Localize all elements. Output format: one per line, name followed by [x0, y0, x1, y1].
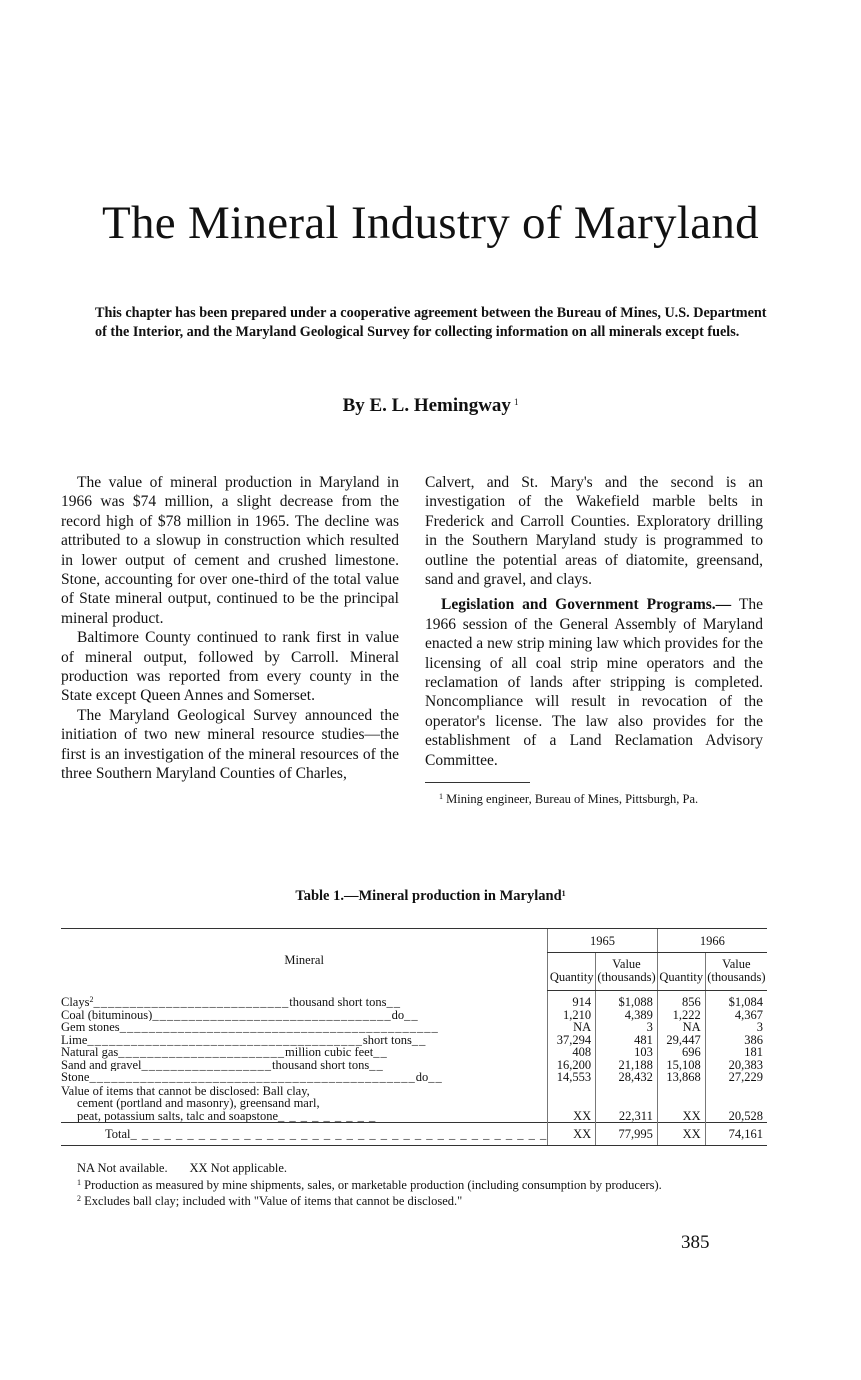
- table-footnotes: [61, 1162, 767, 1209]
- header-value-line1: Value: [612, 956, 641, 971]
- cell-v1965: $1,088: [596, 990, 658, 1009]
- table-title: [0, 888, 861, 905]
- table-title-text: Table 1.—Mineral production in Maryland: [295, 888, 562, 904]
- table-year-header-row: [61, 929, 767, 953]
- note-1-mark: 1: [77, 1177, 81, 1187]
- cell-v1966: 3: [705, 1021, 767, 1034]
- cell-q1966: 856: [657, 990, 705, 1009]
- cell-v1966: 181: [705, 1046, 767, 1059]
- page-number: 385: [681, 1232, 710, 1253]
- cell-v1966: 20,383: [705, 1059, 767, 1072]
- header-value-line1: Value: [722, 956, 751, 971]
- paragraph-survey-studies: The Maryland Geological Survey announced the initiation of two new mineral resource studies—the first is an investigation of the mineral resources of the three Southern Maryland Counties of Charles,: [61, 706, 399, 783]
- cell-q1965: 408: [548, 1046, 596, 1059]
- paragraph-legislation: [425, 595, 763, 770]
- text-column-left: [61, 473, 399, 784]
- mineral-unit: million cubic feet: [285, 1046, 374, 1059]
- cell-v1965: 28,432: [596, 1071, 658, 1084]
- cell-v1965: 481: [596, 1034, 658, 1047]
- cell-v1965: 21,188: [596, 1059, 658, 1072]
- note-na: NA Not available.: [77, 1161, 168, 1175]
- total-label: Total_ _ _ _ _ _ _ _ _ _ _ _ _ _ _ _ _ _ _ _ _ _ _ _ _ _ _ _ _ _ _ _ _ _ _ _ _: [61, 1123, 548, 1146]
- table-row: [61, 990, 767, 1009]
- cell-v1966: 27,229: [705, 1071, 767, 1084]
- mineral-footnote-ref: 2: [89, 995, 94, 1004]
- table-row: [61, 1034, 767, 1047]
- note-xx: XX Not applicable.: [189, 1161, 288, 1175]
- cell-v1965: 22,311: [596, 1084, 658, 1123]
- mineral-label: Coal (bituminous)_________________________________do__: [61, 1008, 419, 1021]
- table-note-1: [61, 1176, 767, 1193]
- chapter-title: The Mineral Industry of Maryland: [102, 197, 759, 249]
- cell-q1966: NA: [657, 1021, 705, 1034]
- header-quantity-1966: Quantity: [657, 952, 705, 990]
- mineral-name: Clays: [61, 995, 90, 1009]
- mineral-unit: thousand short tons: [289, 995, 387, 1009]
- cell-q1966: 696: [657, 1046, 705, 1059]
- mineral-unit: thousand short tons: [272, 1058, 370, 1071]
- undisclosed-line2: cement (portland and masonry), greensand marl,: [77, 1096, 320, 1110]
- mineral-label: Natural gas_______________________million cubic feet__: [61, 1046, 388, 1059]
- cell-v1965: 103: [596, 1046, 658, 1059]
- mineral-name: Stone: [61, 1071, 90, 1084]
- paragraph-production-value: The value of mineral production in Maryland in 1966 was $74 million, a slight decrease from the record high of $78 million in 1965. The decline was attributed to a slowup in construction which resulted in lower output of cement and crushed limestone. Stone, accounting for over one-third of the total value of State mineral output, continued to be the principal mineral product.: [61, 474, 399, 627]
- text-column-right: [425, 473, 763, 807]
- table-row: [61, 1009, 767, 1022]
- total-q1966: XX: [657, 1123, 705, 1146]
- table-row-total: [61, 1123, 767, 1146]
- table-row: [61, 1059, 767, 1072]
- note-2-text: Excludes ball clay; included with "Value of items that cannot be disclosed.": [84, 1194, 463, 1208]
- cell-v1966: $1,084: [705, 990, 767, 1009]
- cell-q1966: 29,447: [657, 1034, 705, 1047]
- paragraph-survey-continued: Calvert, and St. Mary's and the second is an investigation of the Wakefield marble belts in Frederick and Carroll Counties. Exploratory drilling in the Southern Maryland study is programmed to outline the potential areas of diatomite, greensand, sand and gravel, and clays.: [425, 474, 763, 589]
- header-value-1965: [596, 952, 658, 990]
- header-year-1966: 1966: [657, 929, 767, 953]
- table-row: [61, 1021, 767, 1034]
- total-v1965: 77,995: [596, 1123, 658, 1146]
- mineral-name: Lime: [61, 1033, 88, 1046]
- mineral-unit: short tons: [362, 1033, 412, 1046]
- undisclosed-label: [61, 1084, 548, 1123]
- table-note-2: [61, 1192, 767, 1209]
- cell-q1965: 14,553: [548, 1071, 596, 1084]
- mineral-label: Sand and gravel__________________thousand short tons__: [61, 1058, 384, 1071]
- footnote-text: Mining engineer, Bureau of Mines, Pittsburgh, Pa.: [446, 792, 699, 807]
- cell-v1966: 20,528: [705, 1084, 767, 1123]
- mineral-unit: do: [415, 1071, 429, 1084]
- mineral-name: Sand and gravel: [61, 1058, 142, 1071]
- cell-q1966: 13,868: [657, 1071, 705, 1084]
- mineral-label: Gem stones____________________________________________: [61, 1021, 439, 1034]
- header-value-1966: [705, 952, 767, 990]
- note-1-text: Production as measured by mine shipments, sales, or marketable production (including consumption by producers).: [84, 1177, 662, 1192]
- mineral-unit: do: [391, 1008, 405, 1021]
- note-2-mark: 2: [77, 1194, 81, 1203]
- cell-q1965: NA: [548, 1021, 596, 1034]
- cell-v1965: 3: [596, 1021, 658, 1034]
- cell-v1966: 386: [705, 1034, 767, 1047]
- mineral-label: Lime______________________________________short tons__: [61, 1033, 427, 1046]
- mineral-name: Gem stones: [61, 1021, 120, 1034]
- header-year-1965: 1965: [548, 929, 658, 953]
- table-row: [61, 1071, 767, 1084]
- cell-q1965: 16,200: [548, 1059, 596, 1072]
- header-value-line2: (thousands): [707, 969, 766, 984]
- cell-q1966: 15,108: [657, 1059, 705, 1072]
- header-mineral: Mineral: [61, 929, 548, 991]
- header-value-line2: (thousands): [597, 969, 656, 984]
- total-v1966: 74,161: [705, 1123, 767, 1146]
- mineral-name: Natural gas: [61, 1046, 119, 1059]
- table-note-abbrev: [61, 1162, 767, 1176]
- table-row-undisclosed: [61, 1084, 767, 1123]
- cell-q1966: XX: [657, 1084, 705, 1123]
- table-title-ref: 1: [561, 889, 566, 898]
- paragraph-county-rank: Baltimore County continued to rank first in value of mineral output, followed by Carroll. Mineral production was reported from every county in the State except Queen Annes and Somerset.: [61, 629, 399, 705]
- author-footnote: [425, 789, 763, 807]
- mineral-label: Clays$^2$___________________________thousand short tons__: [61, 995, 401, 1009]
- footnote-mark: 1: [439, 792, 443, 802]
- legislation-text: The 1966 session of the General Assembly of Maryland enacted a new strip mining law which provides for the licensing of all coal strip mine operators and the reclamation of lands after stripping is completed. Noncompliance will result in revocation of the operator's license. The law also provides for the establishment of a Land Reclamation Advisory Committee.: [425, 596, 763, 769]
- table-body: [61, 990, 767, 1145]
- footnote-rule: [425, 782, 530, 783]
- mineral-name: Coal (bituminous): [61, 1008, 153, 1021]
- header-quantity-1965: Quantity: [548, 952, 596, 990]
- mineral-production-table: [61, 928, 767, 1146]
- cell-q1966: 1,222: [657, 1009, 705, 1022]
- undisclosed-line1: Value of items that cannot be disclosed: Ball clay,: [61, 1083, 310, 1098]
- cell-q1965: 37,294: [548, 1034, 596, 1047]
- total-q1965: XX: [548, 1123, 596, 1146]
- cell-q1965: 914: [548, 990, 596, 1009]
- cell-q1965: XX: [548, 1084, 596, 1123]
- legislation-heading: Legislation and Government Programs.—: [441, 596, 732, 614]
- byline: [0, 395, 861, 417]
- cell-v1966: 4,367: [705, 1009, 767, 1022]
- author-name: By E. L. Hemingway: [342, 395, 511, 416]
- preparation-note: This chapter has been prepared under a cooperative agreement between the Bureau of Mines, U.S. Department of the Interior, and the Maryland Geological Survey for collecting information on all minerals except fuels.: [95, 305, 767, 340]
- undisclosed-line3: peat, potassium salts, talc and soapstone_ _ _ _ _ _ _ _ _: [77, 1109, 377, 1122]
- author-footnote-ref: 1: [513, 397, 519, 407]
- cell-v1965: 4,389: [596, 1009, 658, 1022]
- cell-q1965: 1,210: [548, 1009, 596, 1022]
- mineral-label: Stone_____________________________________________do__: [61, 1071, 443, 1084]
- table-row: [61, 1046, 767, 1059]
